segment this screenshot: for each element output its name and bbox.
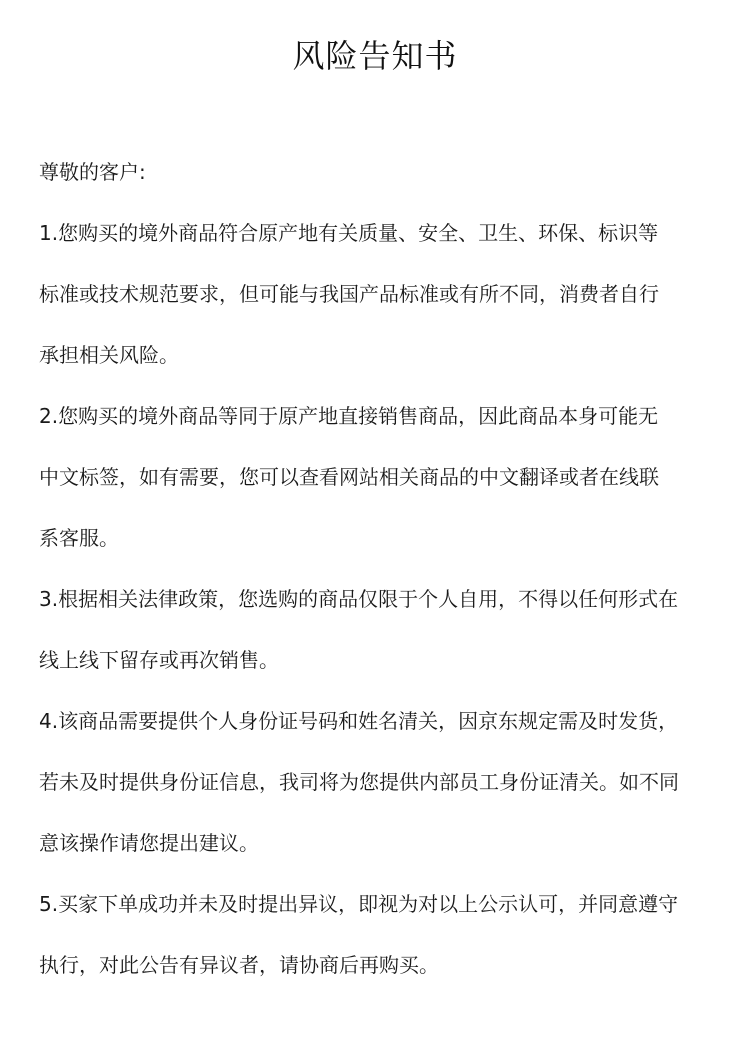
notice-line: 1.您购买的境外商品符合原产地有关质量、安全、卫生、环保、标识等: [39, 221, 659, 245]
document-title: 风险告知书: [292, 37, 458, 75]
greeting: 尊敬的客户:: [39, 160, 146, 184]
notice-item-1: [39, 203, 729, 386]
document-body: [39, 142, 729, 996]
notice-line: 3.根据相关法律政策，您选购的商品仅限于个人自用，不得以任何形式在: [39, 587, 679, 611]
notice-item-5: [39, 874, 729, 996]
notice-line: 5.买家下单成功并未及时提出异议，即视为对以上公示认可，并同意遵守: [39, 892, 679, 916]
notice-line: 标准或技术规范要求，但可能与我国产品标准或有所不同，消费者自行: [39, 282, 659, 306]
notice-line: 系客服。: [39, 526, 119, 550]
notice-line: 4.该商品需要提供个人身份证号码和姓名清关，因京东规定需及时发货，: [39, 709, 679, 733]
notice-line: 若未及时提供身份证信息，我司将为您提供内部员工身份证清关。如不同: [39, 770, 679, 794]
notice-item-3: [39, 569, 729, 691]
notice-item-4: [39, 691, 729, 874]
notice-line: 中文标签，如有需要，您可以查看网站相关商品的中文翻译或者在线联: [39, 465, 659, 489]
notice-line: 承担相关风险。: [39, 343, 179, 367]
notice-line: 线上线下留存或再次销售。: [39, 648, 279, 672]
notice-item-2: [39, 386, 729, 569]
notice-line: 执行，对此公告有异议者，请协商后再购买。: [39, 953, 439, 977]
notice-line: 意该操作请您提出建议。: [39, 831, 259, 855]
notice-line: 2.您购买的境外商品等同于原产地直接销售商品，因此商品本身可能无: [39, 404, 659, 428]
